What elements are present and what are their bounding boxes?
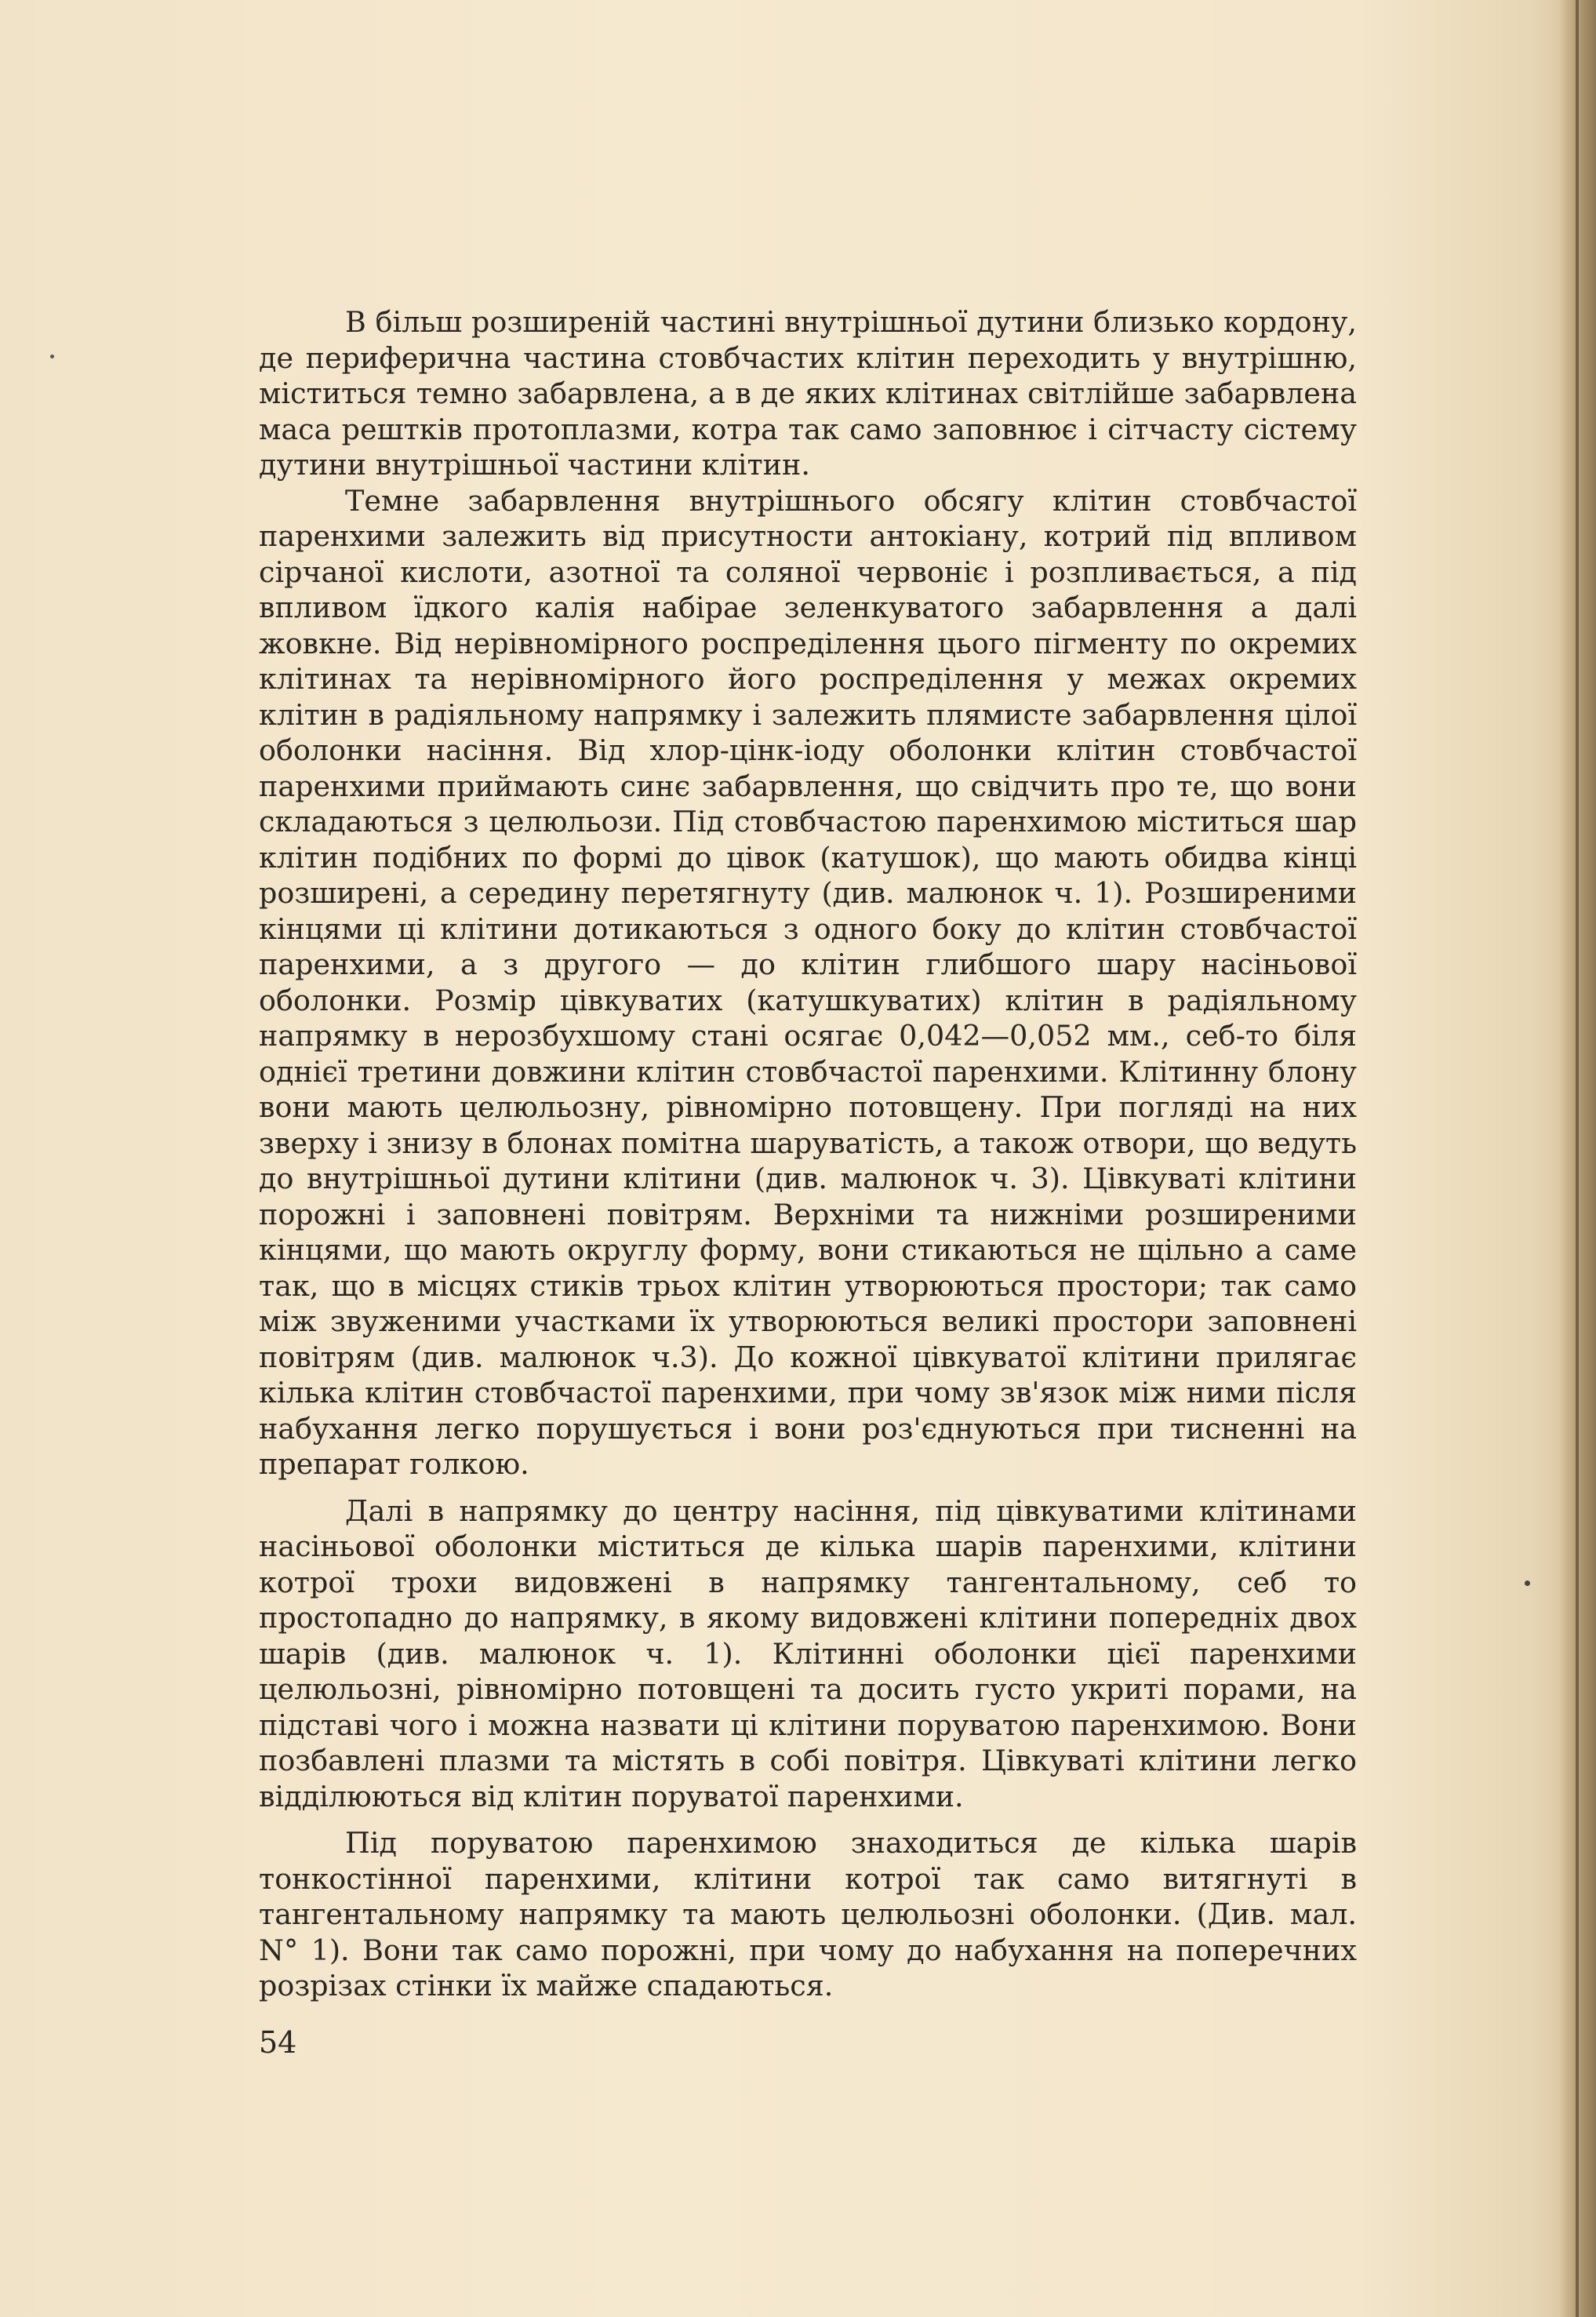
page-number: 54 <box>259 2025 297 2060</box>
spine-shadow-line <box>1576 0 1579 2317</box>
paragraph-3: Далі в напрямку до центру насіння, під цівкуватими клітинами насіньової оболонки міститься де кілька шарів паренхими, клітини котрої трохи видовжені в напрямку тангентальному, себ то простопадно до напрямку, в якому видовжені клітини попередніх двох шарів (див. малюнок ч. 1). Клітинні оболонки цієї паренхими целюльозні, рівномірно потовщені та досить густо укриті порами, на підставі чого і можна назвати ці клітини поруватою паренхимою. Вони позбавлені плазми та містять в собі повітря. Цівкуваті клітини легко відділюються від клітин поруватої паренхими. <box>259 1493 1357 1813</box>
paragraph-2: Темне забарвлення внутрішнього обсягу клітин стовбчастої паренхими залежить від присутности антокіану, котрий під впливом сірчаної кислоти, азотної та соляної червоніє і розпливається, а під впливом їдкого калія набіраe зеленкуватого забарвлення а далі жовкне. Від нерівномірного роспреділення цього пігменту по окремих клітинах та нерівномірного його роспреділення у межах окремих клітин в радіяльному напрямку і залежить плямисте забарвлення цілої оболонки насіння. Від хлор-цінк-іоду оболонки клітин стовбчастої паренхими приймають синє забарвлення, що свідчить про те, що вони складаються з целюльози. Під стовбчастою паренхимою міститься шар клітин подібних по формі до цівок (катушок), що мають обидва кінці розширені, а середину перетягнуту (див. малюнок ч. 1). Розширеними кінцями ці клітини дотикаються з одного боку до клітин стовбчастої паренхими, а з другого — до клітин глибшого шару насіньової оболонки. Розмір цівкуватих (катушкуватих) клітин в радіяльному напрямку в нерозбухшому стані осягає 0,042—0,052 мм., себ-то біля однієї третини довжини клітин стовбчастої паренхими. Клітинну блону вони мають целюльозну, рівномірно потовщену. При погляді на них зверху і знизу в блонах помітна шаруватість, а також отвори, що ведуть до внутрішньої дутини клітини (див. малюнок ч. 3). Цівкуваті клітини порожні і заповнені повітрям. Верхніми та нижніми розширеними кінцями, що мають округлу форму, вони стикаються не щільно а саме так, що в місцях стиків трьох клітин утворюються простори; так само між звуженими участками їх утворюються великі простори заповнені повітрям (див. малюнок ч.3). До кожної цівкуватої клітини прилягає кілька клітин стовбчастої паренхими, при чому зв'язок між ними після набухання легко порушується і вони роз'єднуються при тисненні на препарат голкою. <box>259 483 1357 1481</box>
page-speck <box>50 355 54 358</box>
paragraph-4: Під поруватою паренхимою знаходиться де кілька шарів тонкостінної паренхими, клітини котрої так само витягнуті в тангентальному напрямку та мають целюльозні оболонки. (Див. мал. N° 1). Вони так само порожні, при чому до набухання на поперечних розрізах стінки їх майже спадаються. <box>259 1826 1357 2002</box>
main-text <box>259 304 1357 2004</box>
page-speck <box>1525 1580 1530 1586</box>
paragraph-1: В більш розширеній частині внутрішньої дутини близько кордону, де периферична частина стовбчастих клітин переходить у внутрішню, міститься темно забарвлена, а в де яких клітинах світлійше забарвлена маса рештків протоплазми, котра так само заповнює і сітчасту сістему дутини внутрішньої частини клітин. <box>259 305 1357 482</box>
